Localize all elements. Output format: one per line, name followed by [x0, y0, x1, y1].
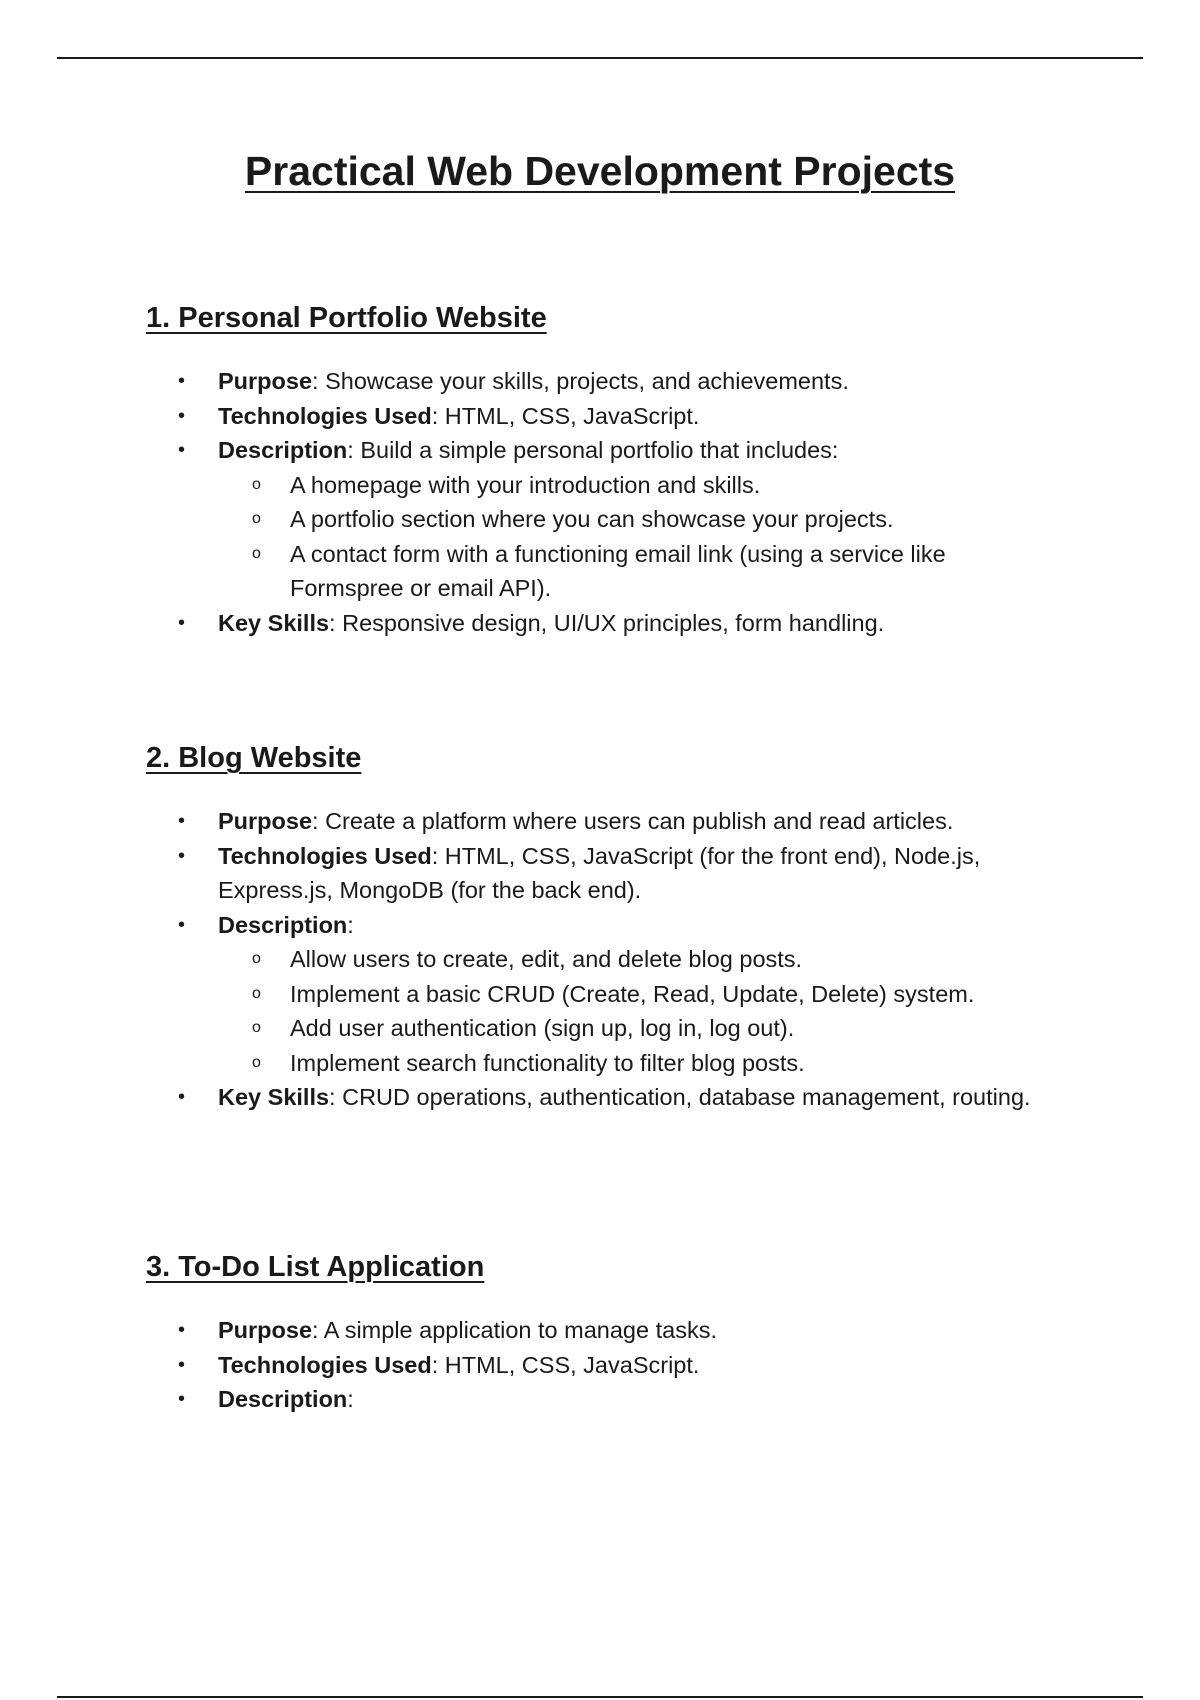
sub-list-item: o Add user authentication (sign up, log in, log out).	[218, 1011, 1046, 1046]
sub-list-item: o Allow users to create, edit, and delete blog posts.	[218, 942, 1046, 977]
sub-list-item: o A homepage with your introduction and skills.	[218, 468, 1046, 503]
list-item-purpose: • Purpose: Create a platform where users can publish and read articles.	[146, 804, 1046, 839]
list-item-purpose: • Purpose: A simple application to manage tasks.	[146, 1313, 1046, 1348]
list-item-purpose: • Purpose: Showcase your skills, projects, and achievements.	[146, 364, 1046, 399]
list-item-key-skills: • Key Skills: CRUD operations, authentication, database management, routing.	[146, 1080, 1046, 1115]
sub-list	[218, 942, 1046, 1080]
section-heading: 1. Personal Portfolio Website	[146, 302, 547, 334]
bullet-list	[146, 364, 1046, 640]
sub-list-item: o Implement search functionality to filter blog posts.	[218, 1046, 1046, 1081]
sub-list-item: o A portfolio section where you can showcase your projects.	[218, 502, 1046, 537]
bottom-rule	[57, 1696, 1143, 1698]
section-todo	[146, 1249, 1046, 1417]
bullet-list	[146, 1313, 1046, 1417]
section-heading: 2. Blog Website	[146, 742, 362, 774]
list-item-description: • Description: Build a simple personal portfolio that includes: o A homepage with your introduction and skills. o A portfolio section where you can showcase your projects. o A contact form with a functioning email link (using a service like Formspree or email API).	[146, 433, 1046, 606]
document-title: Practical Web Development Projects	[244, 148, 956, 194]
sub-list-item: o A contact form with a functioning email link (using a service like Formspree or email API).	[218, 537, 1046, 606]
top-rule	[57, 57, 1143, 59]
section-heading: 3. To-Do List Application	[146, 1251, 485, 1283]
section-blog	[146, 740, 1046, 1115]
list-item-technologies: • Technologies Used: HTML, CSS, JavaScript (for the front end), Node.js, Express.js, MongoDB (for the back end).	[146, 839, 1046, 908]
bullet-list	[146, 804, 1046, 1115]
list-item-description: • Description:	[146, 1382, 1046, 1417]
list-item-technologies: • Technologies Used: HTML, CSS, JavaScript.	[146, 1348, 1046, 1383]
section-portfolio	[146, 300, 1046, 640]
sub-list	[218, 468, 1046, 606]
list-item-technologies: • Technologies Used: HTML, CSS, JavaScript.	[146, 399, 1046, 434]
list-item-key-skills: • Key Skills: Responsive design, UI/UX principles, form handling.	[146, 606, 1046, 641]
sub-list-item: o Implement a basic CRUD (Create, Read, Update, Delete) system.	[218, 977, 1046, 1012]
list-item-description: • Description: o Allow users to create, edit, and delete blog posts. o Implement a basic CRUD (Create, Read, Update, Delete) system. o Add user authentication (sign up, log in, log out). o Implement search functionality to filter blog posts.	[146, 908, 1046, 1081]
